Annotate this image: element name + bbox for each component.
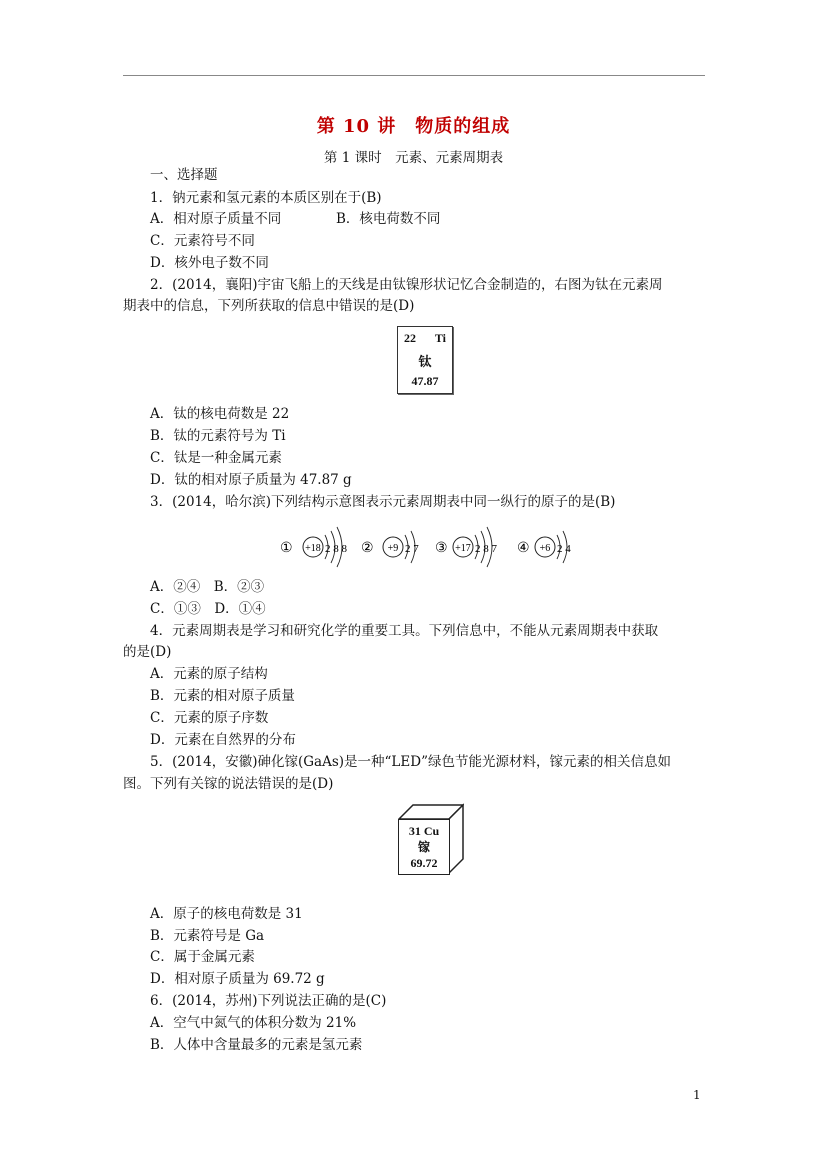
option-2d: D．钛的相对原子质量为 47.87 g [150, 472, 352, 488]
option-5b: B．元素符号是 Ga [150, 928, 265, 944]
atom-2-electrons: 2 7 [405, 543, 419, 555]
atom-3-electrons: 2 8 7 [475, 543, 497, 555]
atom-4-electrons: 2 4 [557, 543, 571, 555]
option-1b: B．核电荷数不同 [336, 211, 441, 227]
atom-1-label: ① [280, 541, 293, 556]
page-subtitle: 第 1 课时 元素、元素周期表 [323, 150, 504, 166]
option-1d: D．核外电子数不同 [150, 255, 269, 271]
option-4d: D．元素在自然界的分布 [150, 732, 296, 748]
question-6: 6．(2014，苏州)下列说法正确的是(C) [150, 993, 387, 1009]
atom-4-label: ④ [517, 541, 530, 556]
atom-2-nucleus: +9 [387, 543, 399, 554]
atom-1-diagram [280, 527, 348, 567]
atom-2-diagram [361, 531, 419, 563]
ti-symbol: Ti [434, 331, 446, 345]
header-rule [123, 75, 705, 76]
question-3: 3．(2014，哈尔滨)下列结构示意图表示元素周期表中同一纵行的原子的是(B) [150, 494, 616, 510]
atom-1-electrons: 2 8 8 [325, 543, 347, 555]
gallium-element-card [398, 803, 464, 875]
option-5c: C．属于金属元素 [150, 949, 255, 965]
atom-4-diagram [517, 531, 571, 563]
ti-mass: 47.87 [411, 374, 439, 388]
option-1a: A．相对原子质量不同 [150, 211, 282, 227]
question-4-line1: 4．元素周期表是学习和研究化学的重要工具。下列信息中，不能从元素周期表中获取 [150, 623, 659, 639]
ti-atomic-number: 22 [404, 331, 416, 345]
atom-2-label: ② [361, 541, 374, 556]
section-heading: 一、选择题 [150, 167, 218, 183]
option-2a: A．钛的核电荷数是 22 [150, 406, 290, 422]
ga-name: 镓 [417, 840, 430, 854]
ga-number-symbol: 31 Cu [408, 824, 440, 838]
option-4a: A．元素的原子结构 [150, 666, 268, 682]
option-4c: C．元素的原子序数 [150, 710, 269, 726]
ga-mass: 69.72 [410, 856, 438, 870]
question-2-line1: 2．(2014，襄阳)宇宙飞船上的天线是由钛镍形状记忆合金制造的，右图为钛在元素周 [150, 277, 663, 293]
question-4-line2: 的是(D) [123, 644, 172, 660]
question-1: 1．钠元素和氢元素的本质区别在于(B) [150, 190, 382, 206]
option-3ab: A．②④ B．②③ [150, 579, 265, 595]
ti-name: 钛 [418, 354, 432, 369]
option-2c: C．钛是一种金属元素 [150, 450, 282, 466]
atom-4-nucleus: +6 [539, 543, 551, 554]
atom-3-label: ③ [435, 541, 448, 556]
atomic-structure-diagrams [0, 522, 827, 572]
option-3cd: C．①③ D．①④ [150, 601, 266, 617]
titanium-element-card [397, 326, 453, 394]
option-6a: A．空气中氮气的体积分数为 21% [150, 1015, 357, 1031]
question-5-line1: 5．(2014，安徽)砷化镓(GaAs)是一种“LED”绿色节能光源材料，镓元素的相关信息如 [150, 754, 671, 770]
option-6b: B．人体中含量最多的元素是氢元素 [150, 1037, 363, 1053]
option-2b: B．钛的元素符号为 Ti [150, 428, 286, 444]
option-5a: A．原子的核电荷数是 31 [150, 906, 303, 922]
option-1c: C．元素符号不同 [150, 233, 255, 249]
atom-1-nucleus: +18 [305, 543, 321, 554]
question-2-line2: 期表中的信息，下列所获取的信息中错误的是(D) [123, 298, 415, 314]
atom-3-nucleus: +17 [455, 543, 471, 554]
atom-3-diagram [435, 527, 498, 567]
option-5d: D．相对原子质量为 69.72 g [150, 971, 325, 987]
page-number: 1 [693, 1088, 701, 1102]
option-4b: B．元素的相对原子质量 [150, 688, 295, 704]
question-5-line2: 图。下列有关镓的说法错误的是(D) [123, 776, 334, 792]
page-title: 第 10 讲 物质的组成 [316, 116, 511, 137]
